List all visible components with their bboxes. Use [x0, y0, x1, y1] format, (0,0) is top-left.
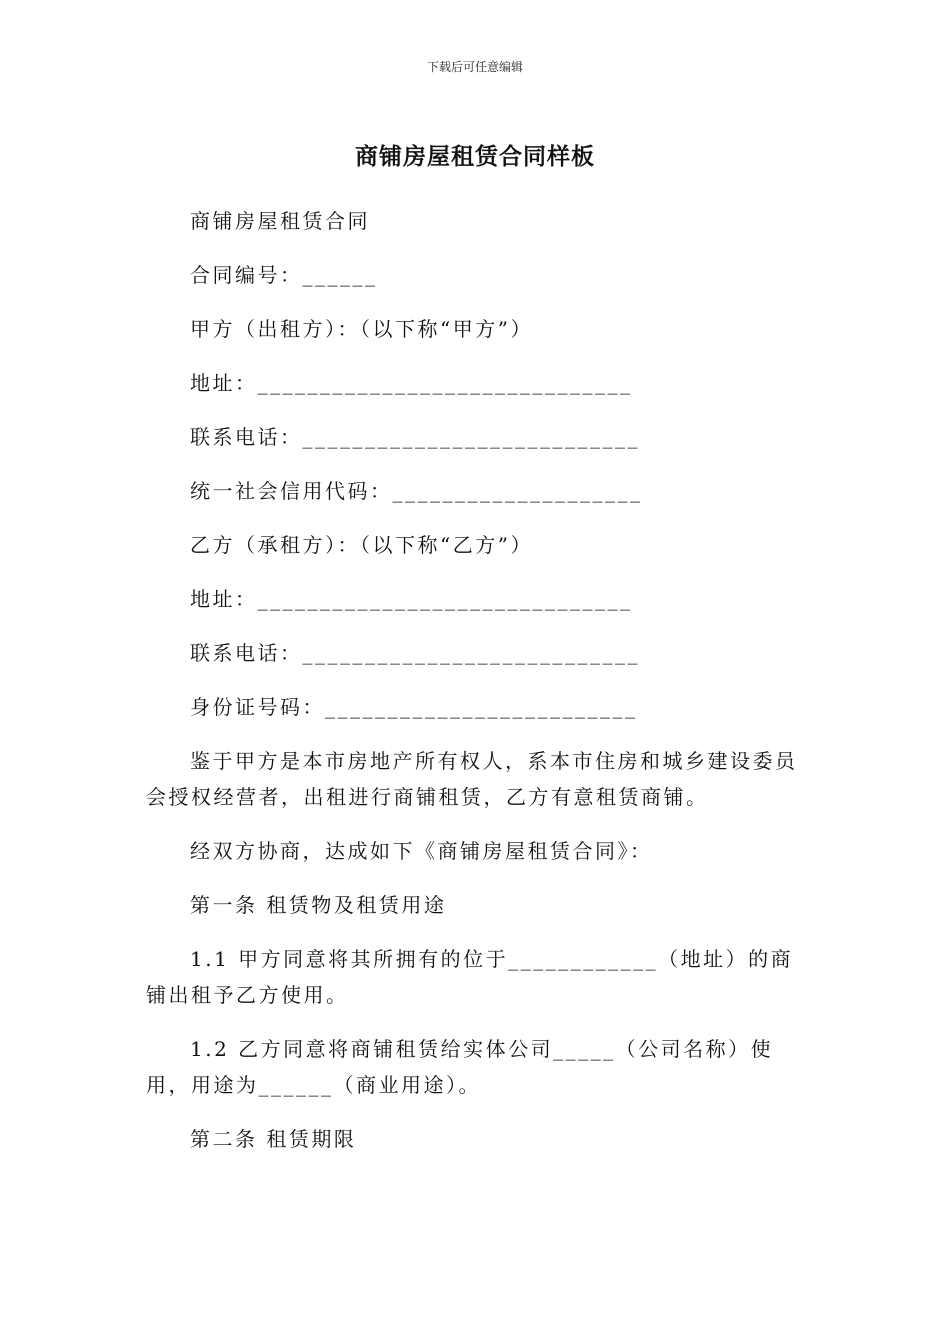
- party-b-heading: 乙方（承租方）：（以下称“乙方”）: [190, 533, 533, 557]
- document-title: 商铺房屋租赁合同样板: [355, 144, 595, 170]
- contract-number-field: 合同编号：______: [190, 263, 378, 287]
- article-2-heading: 第二条 租赁期限: [190, 1127, 357, 1151]
- party-b-id-number-field: 身份证号码：_________________________: [190, 695, 638, 719]
- party-a-phone-field: 联系电话：___________________________: [190, 425, 640, 449]
- agreement-intro: 经双方协商，达成如下《商铺房屋租赁合同》：: [190, 839, 653, 863]
- party-a-credit-code-field: 统一社会信用代码：____________________: [190, 479, 643, 503]
- recital-paragraph: 鉴于甲方是本市房地产所有权人，系本市住房和城乡建设委员会授权经营者，出租进行商铺租赁，乙方有意租赁商铺。: [146, 749, 798, 809]
- clause-1-2: 1.2 乙方同意将商铺租赁给实体公司_____（公司名称）使用，用途为______（商业用途）。: [146, 1037, 774, 1097]
- contract-name: 商铺房屋租赁合同: [190, 209, 370, 233]
- clause-1-1: 1.1 甲方同意将其所拥有的位于____________（地址）的商铺出租予乙方使用。: [146, 947, 794, 1007]
- party-a-address-field: 地址：______________________________: [190, 371, 633, 395]
- article-1-heading: 第一条 租赁物及租赁用途: [190, 893, 447, 917]
- party-a-heading: 甲方（出租方）：（以下称“甲方”）: [190, 317, 533, 341]
- party-b-phone-field: 联系电话：___________________________: [190, 641, 640, 665]
- party-b-address-field: 地址：______________________________: [190, 587, 633, 611]
- header-note: 下载后可任意编辑: [426, 60, 523, 74]
- document-body: [146, 203, 806, 1157]
